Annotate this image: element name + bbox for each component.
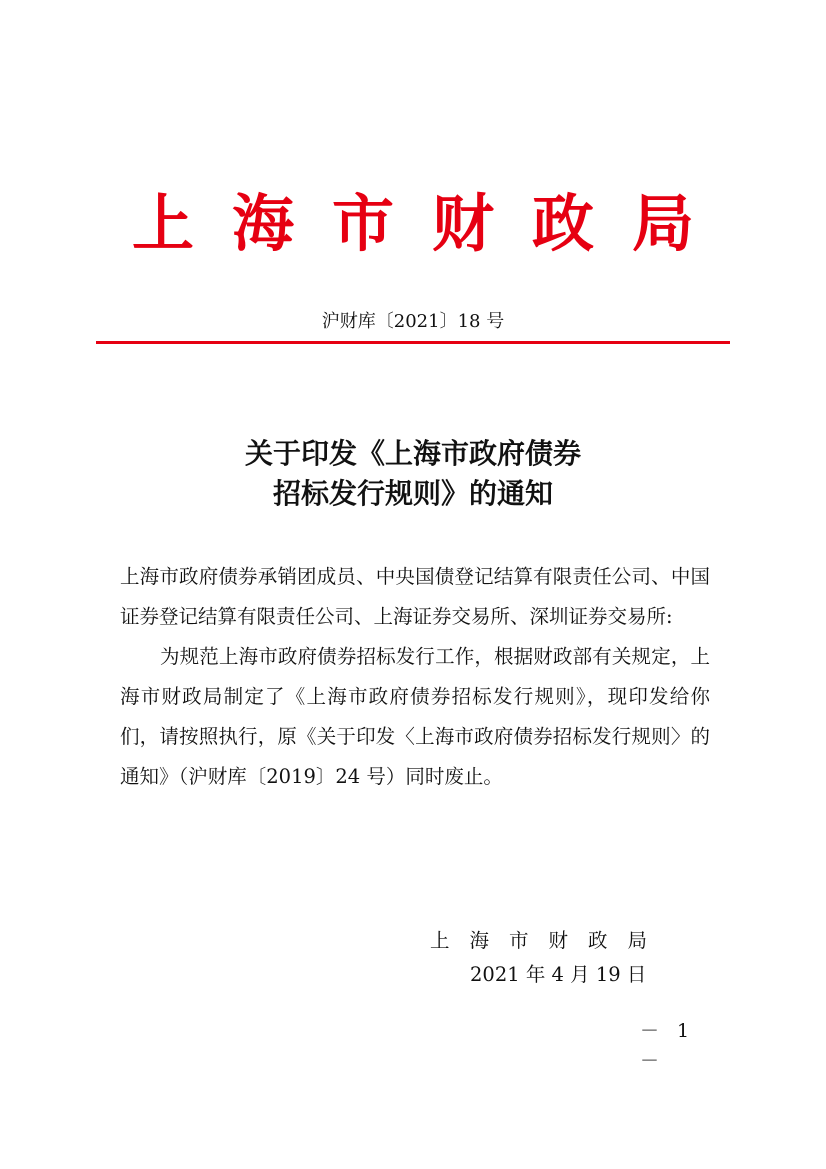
notice-title <box>0 434 826 514</box>
main-paragraph: 为规范上海市政府债券招标发行工作，根据财政部有关规定，上海市财政局制定了《上海市政府债券招标发行规则》，现印发给你们，请按照执行，原《关于印发〈上海市政府债券招标发行规则〉的通知》（沪财库〔2019〕24 号）同时废止。 <box>120 645 710 788</box>
notice-title-line-1: 关于印发《上海市政府债券 <box>244 437 581 470</box>
signature-block <box>430 924 690 992</box>
signature-organization: 上海市财政局 <box>430 929 668 952</box>
masthead-title: 上海市财政局 <box>131 187 732 260</box>
notice-title-line-2: 招标发行规则》的通知 <box>272 477 553 510</box>
document-number: 沪财库〔2021〕18 号 <box>321 311 505 332</box>
addressees-paragraph: 上海市政府债券承销团成员、中央国债登记结算有限责任公司、中国证券登记结算有限责任公司、上海证券交易所、深圳证券交易所: <box>120 565 710 628</box>
red-divider-line <box>96 341 730 344</box>
page-number: － 1 － <box>640 1020 696 1072</box>
notice-body <box>120 557 710 797</box>
signature-date: 2021 年 4 月 19 日 <box>470 963 647 986</box>
